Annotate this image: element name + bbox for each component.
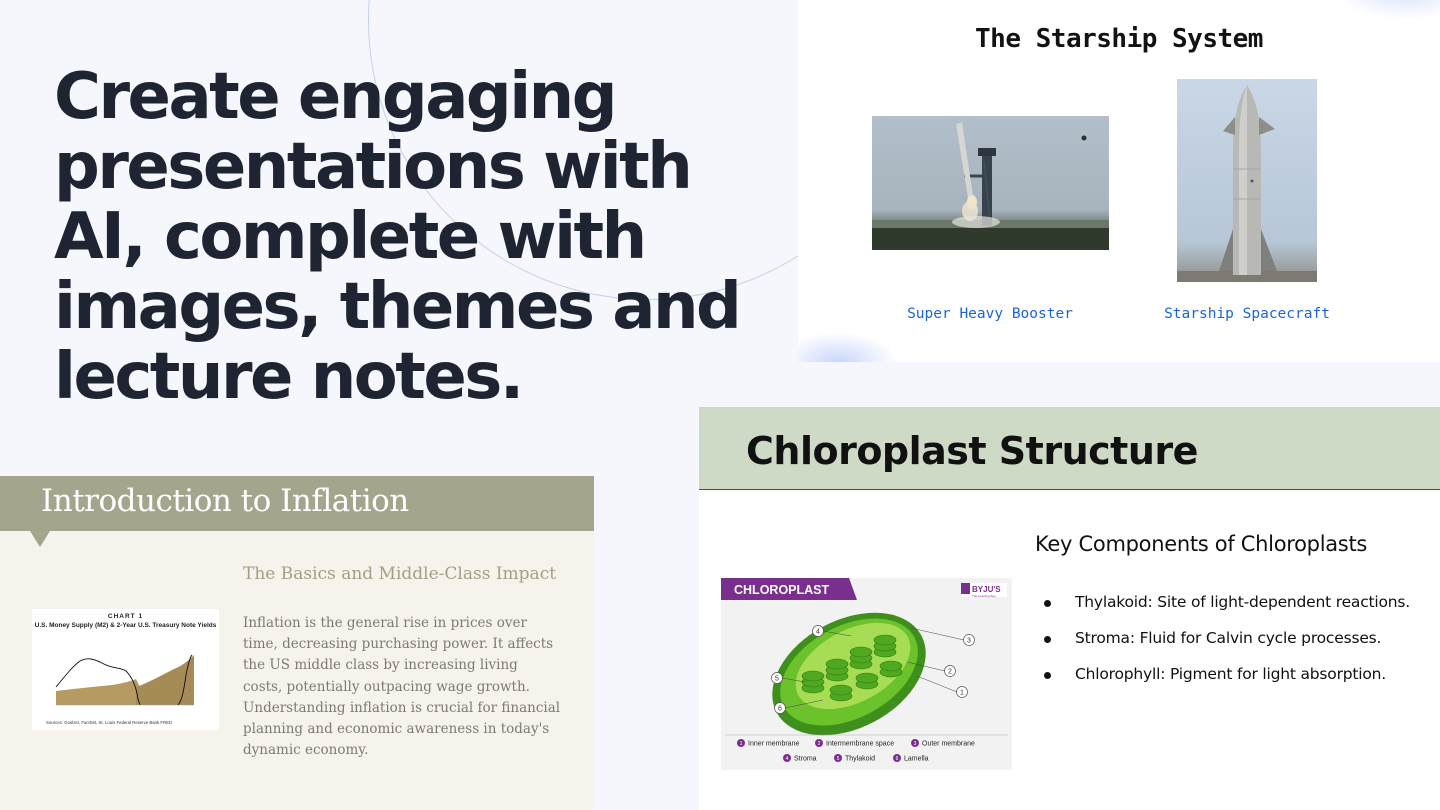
bullet-list: [1037, 593, 1410, 701]
booster-caption-link[interactable]: Super Heavy Booster: [907, 306, 1073, 322]
legend-lamella: Lamella: [904, 755, 929, 763]
callout-1: 1: [960, 689, 964, 697]
slide-subtitle: Key Components of Chloroplasts: [1035, 532, 1368, 556]
chart-source: Sources: Goelzer, FactSet, St. Louis Federal Reserve Bank FRED: [46, 720, 173, 725]
bullet-text: Stroma: Fluid for Calvin cycle processes.: [1075, 629, 1382, 647]
title-band-notch: [30, 531, 50, 547]
slide-title: Introduction to Inflation: [41, 483, 409, 519]
slide-title: Chloroplast Structure: [746, 429, 1198, 473]
bullet-icon: [1044, 636, 1051, 643]
legend-number-1: 1: [739, 741, 743, 747]
slide-body-text: Inflation is the general rise in prices over time, decreasing purchasing power. It affects the US middle class by increasing living costs, potentially outpacing wage growth. Understanding inflation is crucial for financial planning and economic awareness in today's dynamic economy.: [243, 615, 561, 759]
legend-inner-membrane: Inner membrane: [748, 740, 800, 748]
chart-title: U.S. Money Supply (M2) & 2-Year U.S. Treasury Note Yields: [34, 622, 217, 629]
diagram-heading: CHLOROPLAST: [734, 583, 830, 597]
super-heavy-booster-image: [872, 116, 1109, 250]
slide-title: The Starship System: [975, 24, 1263, 54]
callout-3: 3: [967, 637, 971, 645]
chloroplast-diagram-image: [721, 578, 1012, 770]
brand-tagline: The Learning App: [972, 594, 996, 598]
brand-name: BYJU'S: [972, 585, 1001, 594]
bullet-text: Thylakoid: Site of light-dependent reactions.: [1075, 593, 1411, 611]
money-supply-chart-image: [32, 609, 219, 730]
callout-6: 6: [778, 705, 782, 713]
legend-number-5: 5: [836, 756, 840, 762]
legend-outer-membrane: Outer membrane: [922, 740, 975, 748]
list-item: [1037, 629, 1410, 665]
inflation-slide-preview[interactable]: [0, 476, 594, 810]
callout-5: 5: [775, 675, 779, 683]
legend-number-6: 6: [895, 756, 899, 762]
spacecraft-caption-link[interactable]: Starship Spacecraft: [1164, 306, 1330, 322]
chloroplast-slide-preview[interactable]: [699, 407, 1440, 810]
hero-headline: Create engaging presentations with AI, complete with images, themes and lecture notes.: [54, 60, 740, 414]
callout-2: 2: [948, 668, 952, 676]
list-item: [1037, 665, 1410, 701]
starship-spacecraft-image: [1177, 79, 1317, 282]
legend-intermembrane-space: Intermembrane space: [826, 740, 895, 748]
legend-stroma: Stroma: [794, 755, 817, 763]
chart-label: CHART 1: [107, 613, 144, 620]
bullet-icon: [1044, 672, 1051, 679]
legend-thylakoid: Thylakoid: [845, 755, 875, 763]
starship-slide-preview[interactable]: [798, 0, 1440, 362]
list-item: [1037, 593, 1410, 629]
legend-number-2: 2: [817, 741, 821, 747]
legend-number-3: 3: [913, 741, 917, 747]
decorative-glow: [798, 332, 898, 362]
callout-4: 4: [816, 628, 820, 636]
bullet-icon: [1044, 600, 1051, 607]
legend-number-4: 4: [785, 756, 789, 762]
bullet-text: Chlorophyll: Pigment for light absorption.: [1075, 665, 1387, 683]
decorative-glow: [1330, 0, 1440, 20]
slide-subtitle: The Basics and Middle-Class Impact: [243, 564, 557, 584]
